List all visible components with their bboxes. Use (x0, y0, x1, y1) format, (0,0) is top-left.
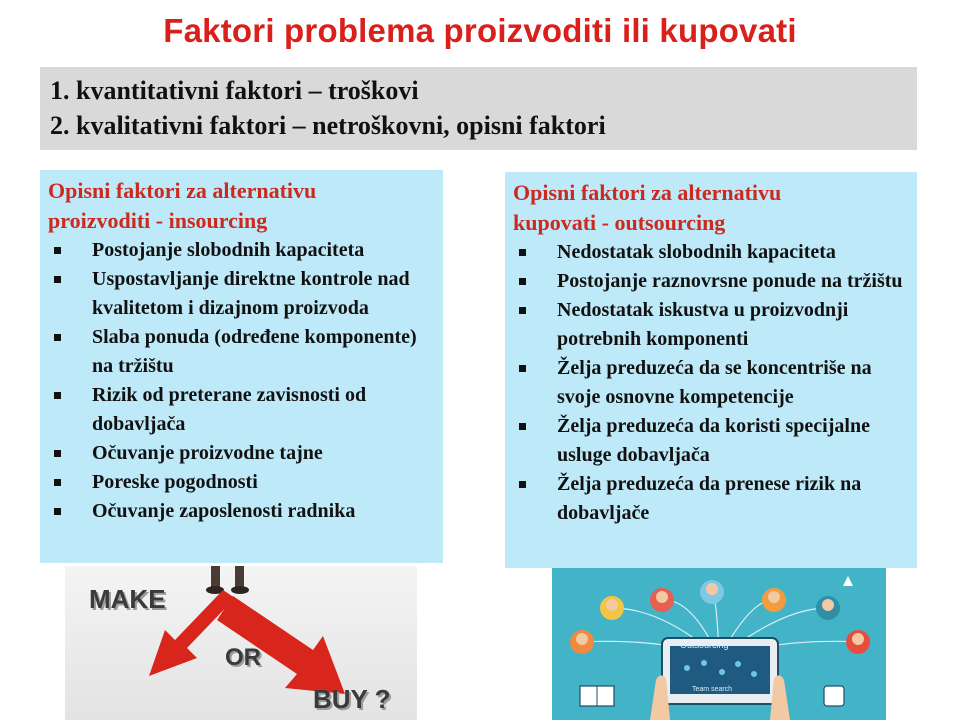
list-item: Poreske pogodnosti (48, 468, 431, 497)
team-search-label: Team search (692, 686, 733, 693)
list-item: Želja preduzeća da se koncentriše na svoje osnovne kompetencije (513, 354, 905, 412)
or-label: OR (225, 644, 261, 671)
square-bullet-icon (519, 481, 526, 488)
square-bullet-icon (519, 249, 526, 256)
list-item: Postojanje slobodnih kapaciteta (48, 236, 431, 265)
outsourcing-screen-label: Outsourcing (680, 640, 729, 650)
square-bullet-icon (519, 423, 526, 430)
square-bullet-icon (54, 276, 61, 283)
factor-qualitative: 2. kvalitativni faktori – netroškovni, opisni faktori (50, 111, 606, 140)
insourcing-box (40, 170, 443, 563)
list-item: Rizik od preterane zavisnosti od dobavljača (48, 381, 431, 439)
insourcing-list (48, 236, 431, 526)
list-item: Slaba ponuda (određene komponente) na tržištu (48, 323, 431, 381)
square-bullet-icon (54, 247, 61, 254)
square-bullet-icon (54, 334, 61, 341)
buy-label: BUY ? (313, 684, 391, 714)
outsourcing-list (513, 238, 905, 528)
list-item: Uspostavljanje direktne kontrole nad kvalitetom i dizajnom proizvoda (48, 265, 431, 323)
outsourcing-box (505, 172, 917, 568)
make-or-buy-image (65, 566, 417, 720)
list-item: Postojanje raznovrsne ponude na tržištu (513, 267, 905, 296)
factor-types-box (40, 67, 917, 150)
insourcing-heading: Opisni faktori za alternativu proizvoditi - insourcing (48, 178, 317, 233)
list-item: Nedostatak slobodnih kapaciteta (513, 238, 905, 267)
list-item: Očuvanje proizvodne tajne (48, 439, 431, 468)
square-bullet-icon (54, 479, 61, 486)
list-item: Želja preduzeća da koristi specijalne usluge dobavljača (513, 412, 905, 470)
outsourcing-image (552, 568, 886, 720)
square-bullet-icon (519, 278, 526, 285)
make-label: MAKE (89, 584, 166, 614)
slide-title: Faktori problema proizvoditi ili kupovati (163, 12, 797, 49)
factor-quantitative: 1. kvantitativni faktori – troškovi (50, 76, 419, 105)
square-bullet-icon (519, 307, 526, 314)
list-item: Očuvanje zaposlenosti radnika (48, 497, 431, 526)
square-bullet-icon (54, 392, 61, 399)
list-item: Nedostatak iskustva u proizvodnji potrebnih komponenti (513, 296, 905, 354)
outsourcing-heading: Opisni faktori za alternativu kupovati - outsourcing (513, 180, 782, 235)
square-bullet-icon (54, 450, 61, 457)
square-bullet-icon (54, 508, 61, 515)
square-bullet-icon (519, 365, 526, 372)
list-item: Želja preduzeća da prenese rizik na dobavljače (513, 470, 905, 528)
